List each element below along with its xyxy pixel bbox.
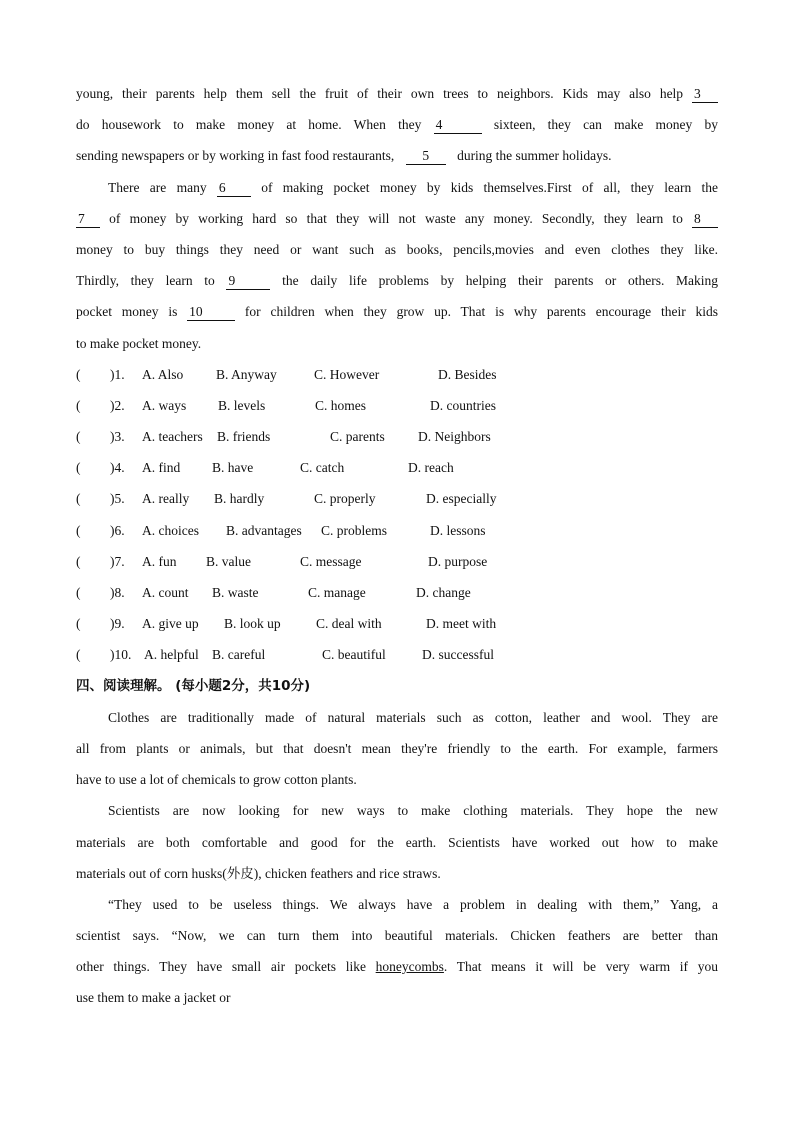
passage-line: use them to make a jacket or bbox=[76, 990, 231, 1006]
question-5: ( )5. A. really B. hardly C. properly D. especially bbox=[76, 491, 497, 507]
passage-line: sending newspapers or by working in fast food restaurants, 5 during the summer holidays. bbox=[76, 148, 612, 164]
passage-line: other things. They have small air pockets like honeycombs. That means it will be very warm if you bbox=[76, 959, 718, 975]
question-4: ( )4. A. find B. have C. catch D. reach bbox=[76, 460, 454, 476]
passage-line: young, their parents help them sell the fruit of their own trees to neighbors. Kids may also help 3 bbox=[76, 78, 718, 109]
passage-line: materials are both comfortable and good for the earth. Scientists have worked out how to make bbox=[76, 834, 718, 850]
blank-7: 7 bbox=[76, 211, 100, 228]
passage-line: 7 of money by working hard so that they will not waste any money. Secondly, they learn to 8 bbox=[76, 203, 718, 234]
question-10: ( )10. A. helpful B. careful C. beautiful D. successful bbox=[76, 647, 494, 663]
passage-line: have to use a lot of chemicals to grow cotton plants. bbox=[76, 772, 357, 788]
question-3: ( )3. A. teachers B. friends C. parents D. Neighbors bbox=[76, 429, 491, 445]
passage-line: scientist says. “Now, we can turn them into beautiful materials. Chicken feathers are better than bbox=[76, 928, 718, 944]
blank-10: 10 bbox=[187, 304, 235, 321]
passage-1 bbox=[76, 78, 718, 359]
blank-5: 5 bbox=[406, 148, 446, 165]
passage-line: money to buy things they need or want such as books, pencils,movies and even clothes they like. bbox=[76, 241, 718, 257]
question-list bbox=[76, 359, 718, 671]
passage-line: Scientists are now looking for new ways to make clothing materials. They hope the new bbox=[108, 803, 718, 819]
section-heading: 四、阅读理解。 (每小题2分，共10分) bbox=[76, 677, 311, 694]
question-8: ( )8. A. count B. waste C. manage D. change bbox=[76, 585, 471, 600]
blank-8: 8 bbox=[692, 211, 718, 228]
passage-line: to make pocket money. bbox=[76, 335, 202, 351]
passage-line: There are many 6 of making pocket money by kids themselves.First of all, they learn the bbox=[108, 179, 718, 195]
document-page bbox=[76, 78, 718, 1014]
passage-line: Thirdly, they learn to 9 the daily life problems by helping their parents or others. Making bbox=[76, 273, 718, 289]
question-2: ( )2. A. ways B. levels C. homes D. countries bbox=[76, 397, 496, 413]
question-7: ( )7. A. fun B. value C. message D. purpose bbox=[76, 553, 488, 569]
underlined-word: honeycombs bbox=[375, 959, 444, 975]
blank-4: 4 bbox=[434, 117, 482, 134]
blank-9: 9 bbox=[226, 273, 270, 290]
passage-line: all from plants or animals, but that doesn't mean they're friendly to the earth. For example, farmers bbox=[76, 740, 718, 756]
question-6: ( )6. A. choices B. advantages C. problems D. lessons bbox=[76, 522, 486, 538]
passage-2 bbox=[76, 702, 718, 1014]
passage-line: pocket money is 10 for children when they grow up. That is why parents encourage their kids bbox=[76, 304, 718, 320]
blank-6: 6 bbox=[217, 180, 251, 197]
passage-line: “They used to be useless things. We always have a problem in dealing with them,” Yang, a bbox=[108, 896, 718, 912]
passage-line: Clothes are traditionally made of natural materials such as cotton, leather and wool. They are bbox=[108, 709, 718, 725]
blank-3: 3 bbox=[692, 86, 718, 103]
question-9: ( )9. A. give up B. look up C. deal with D. meet with bbox=[76, 616, 497, 632]
passage-line: do housework to make money at home. When they 4 sixteen, they can make money by bbox=[76, 117, 718, 133]
passage-line: materials out of corn husks(外皮), chicken feathers and rice straws. bbox=[76, 865, 441, 881]
question-1: ( )1. A. Also B. Anyway C. However D. Besides bbox=[76, 366, 497, 382]
